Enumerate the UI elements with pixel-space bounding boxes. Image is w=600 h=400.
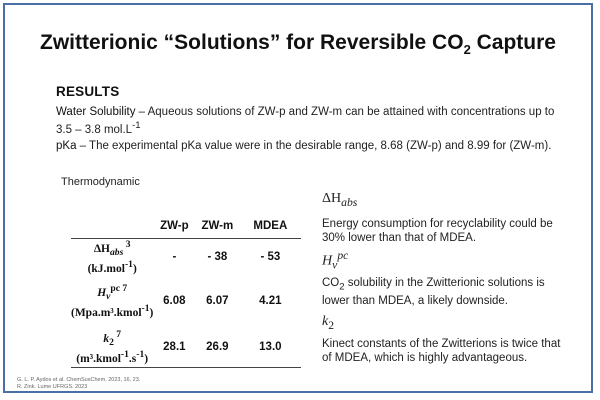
cell-dh-mdea: - 53 <box>260 250 281 263</box>
table-row <box>71 327 301 368</box>
slide-title: Zwitterionic “Solutions” for Reversible $CO_2$ Capture <box>40 31 556 58</box>
thermodynamic-label: Thermodynamic <box>61 176 140 188</box>
table-header-mdea: MDEA <box>239 214 301 239</box>
cell-k2-zwp: 28.1 <box>153 327 195 368</box>
table-row <box>71 275 301 327</box>
references <box>17 377 140 391</box>
table-header-zwm: ZW-m <box>195 214 239 239</box>
table-header-zwp: ZW-p <box>153 214 195 239</box>
water-solubility-paragraph: Water Solubility – Aqueous solutions of ZW-p and ZW-m can be attained with concentrations up to 3.5 – 3.8 $mol.L^{-1}$ <box>56 106 555 136</box>
slide <box>3 3 593 393</box>
hv-pc-description: $CO_2$ solubility in the Zwitterionic solutions is lower than MDEA, a likely downside. <box>322 277 545 308</box>
row-param-k2: $k_2$ $^7$ $(m^3.kmol^{-1}.s^{-1})$ <box>71 327 153 368</box>
row-param-dh: $\Delta H_{abs}$ $^3$ (kJ.mol$^{-1}$) <box>87 239 137 275</box>
hv-pc-symbol: $H_v^{pc}$ <box>322 249 349 272</box>
cell-dh-zwm: - 38 <box>207 250 228 263</box>
reference-item: G. L. P. Aydos et al. ChemSusChem. 2023, 16, 23. <box>17 377 141 383</box>
cell-hv-zwm: 6.07 <box>206 294 229 307</box>
pka-paragraph: pKa – The experimental pKa value were in the desirable range, 8.68 (ZW-p) and 8.99 for (ZW-m). <box>56 140 552 152</box>
reference-item: R. Zink. Lume UFRGS. 2023 <box>17 384 88 390</box>
results-heading: RESULTS <box>56 84 120 99</box>
cell-k2-zwm: 26.9 <box>195 327 239 368</box>
table-row <box>71 239 301 275</box>
cell-hv-zwp: 6.08 <box>163 294 186 307</box>
dh-abs-description: Energy consumption for recyclability could be 30% lower than that of MDEA. <box>322 218 553 244</box>
cell-k2-mdea: 13.0 <box>239 327 301 368</box>
row-param-hv: $H_v^{pc 7}$ (Mpa.m³.kmol$^{-1}$) <box>71 282 154 319</box>
k2-description: Kinect constants of the Zwitterions is twice that of MDEA, which is highly advantageous. <box>322 338 561 364</box>
thermodynamic-table <box>71 214 301 368</box>
table-header-blank <box>71 214 153 239</box>
k2-symbol: $k_2$ <box>322 314 335 332</box>
cell-hv-mdea: 4.21 <box>259 294 282 307</box>
cell-dh-zwp: - <box>172 250 177 263</box>
dh-abs-symbol: $\Delta H_{abs}$ <box>322 191 358 209</box>
